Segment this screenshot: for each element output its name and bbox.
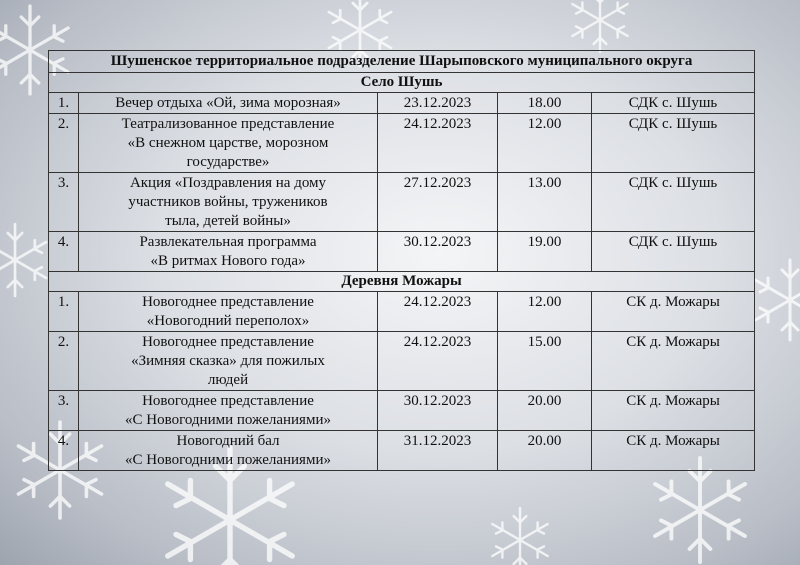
schedule-table — [48, 50, 755, 471]
row-number: 1. — [49, 292, 79, 332]
event-date: 30.12.2023 — [378, 232, 498, 272]
event-name — [79, 232, 378, 272]
table-row — [49, 292, 755, 332]
event-place: СДК с. Шушь — [592, 114, 755, 173]
event-place: СК д. Можары — [592, 292, 755, 332]
section-title: Деревня Можары — [49, 272, 755, 292]
event-time: 19.00 — [498, 232, 592, 272]
event-time: 20.00 — [498, 431, 592, 471]
event-place: СДК с. Шушь — [592, 232, 755, 272]
table-row — [49, 431, 755, 471]
event-place: СДК с. Шушь — [592, 93, 755, 114]
event-name-line: «С Новогодними пожеланиями» — [125, 452, 331, 468]
event-date: 27.12.2023 — [378, 173, 498, 232]
table-title: Шушенское территориальное подразделение Шарыповского муниципального округа — [49, 51, 755, 73]
table-row — [49, 173, 755, 232]
event-time: 15.00 — [498, 332, 592, 391]
event-date: 24.12.2023 — [378, 114, 498, 173]
row-number: 3. — [49, 391, 79, 431]
table-title-row — [49, 51, 755, 73]
event-name-line: «Новогодний переполох» — [146, 313, 310, 329]
table-row — [49, 332, 755, 391]
row-number: 2. — [49, 114, 79, 173]
row-number: 4. — [49, 431, 79, 471]
event-place: СК д. Можары — [592, 332, 755, 391]
event-name-line: Акция «Поздравления на дому — [129, 175, 327, 191]
event-date: 31.12.2023 — [378, 431, 498, 471]
event-place: СК д. Можары — [592, 431, 755, 471]
event-date: 24.12.2023 — [378, 332, 498, 391]
event-date: 30.12.2023 — [378, 391, 498, 431]
event-name-line: Новогоднее представление — [142, 393, 314, 409]
event-time: 18.00 — [498, 93, 592, 114]
row-number: 1. — [49, 93, 79, 114]
event-time: 12.00 — [498, 292, 592, 332]
event-name — [79, 391, 378, 431]
event-place: СДК с. Шушь — [592, 173, 755, 232]
event-name-line: Новогодний бал — [176, 433, 280, 449]
schedule-sheet — [48, 50, 754, 471]
row-number: 2. — [49, 332, 79, 391]
section-title: Село Шушь — [49, 73, 755, 93]
table-row — [49, 114, 755, 173]
event-name — [79, 114, 378, 173]
event-place: СК д. Можары — [592, 391, 755, 431]
event-name-line: «В ритмах Нового года» — [150, 253, 306, 269]
event-name — [79, 173, 378, 232]
event-name-line: Развлекательная программа — [139, 234, 317, 250]
event-name-line: Вечер отдыха «Ой, зима морозная» — [115, 95, 341, 111]
event-name — [79, 93, 378, 114]
section-header-row — [49, 272, 755, 292]
schedule-table-body — [49, 51, 755, 471]
event-name-line: участников войны, тружеников — [128, 194, 328, 210]
table-row — [49, 93, 755, 114]
event-time: 13.00 — [498, 173, 592, 232]
event-name-line: Новогоднее представление — [142, 334, 314, 350]
event-date: 24.12.2023 — [378, 292, 498, 332]
event-name-line: государстве» — [186, 154, 270, 170]
event-name-line: тыла, детей войны» — [165, 213, 291, 229]
event-name-line: людей — [207, 372, 249, 388]
event-name — [79, 431, 378, 471]
table-row — [49, 232, 755, 272]
row-number: 4. — [49, 232, 79, 272]
event-name-line: «С Новогодними пожеланиями» — [125, 412, 331, 428]
event-time: 20.00 — [498, 391, 592, 431]
event-time: 12.00 — [498, 114, 592, 173]
event-name-line: «В снежном царстве, морозном — [127, 135, 329, 151]
event-name-line: Театрализованное представление — [121, 116, 335, 132]
event-name — [79, 292, 378, 332]
table-row — [49, 391, 755, 431]
event-date: 23.12.2023 — [378, 93, 498, 114]
section-header-row — [49, 73, 755, 93]
event-name-line: «Зимняя сказка» для пожилых — [131, 353, 325, 369]
event-name — [79, 332, 378, 391]
row-number: 3. — [49, 173, 79, 232]
event-name-line: Новогоднее представление — [142, 294, 314, 310]
